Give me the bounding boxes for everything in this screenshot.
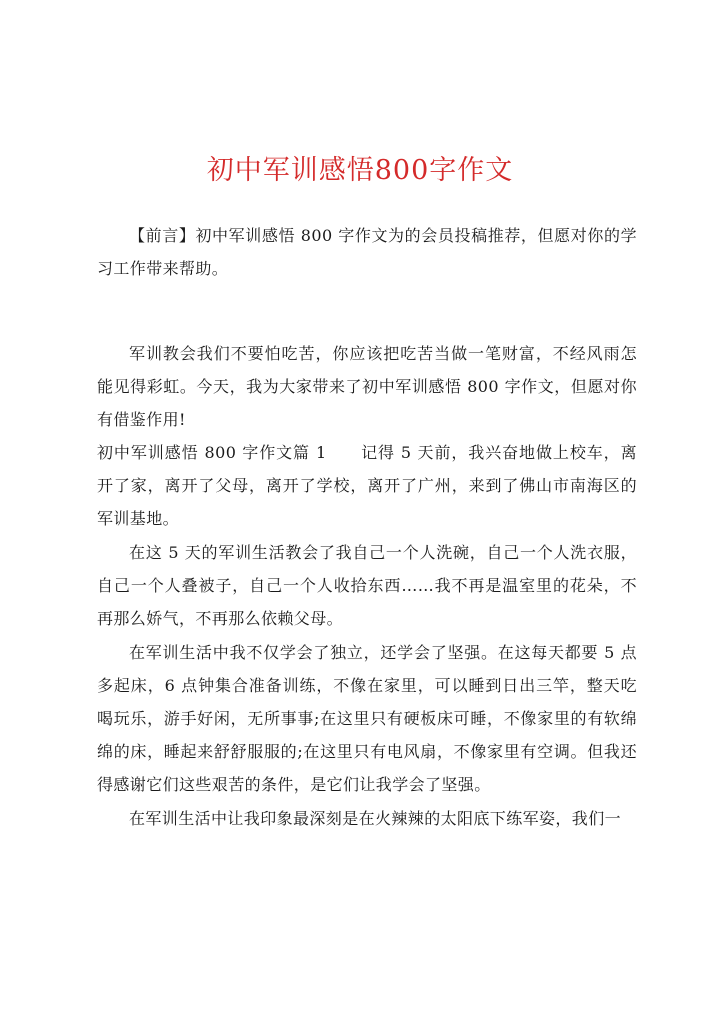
document-title: 初中军训感悟800字作文 — [206, 155, 514, 186]
body-paragraph: 在军训生活中让我印象最深刻是在火辣辣的太阳底下练军姿，我们一 — [129, 809, 622, 828]
body-paragraph: 在军训生活中我不仅学会了独立，还学会了坚强。在这每天都要 5 点多起床，6 点钟集合准备训练，不像在家里，可以睡到日出三竿，整天吃喝玩乐，游手好闲，无所事事;在这里只有硬板床可睡，不像家里的有软绵绵的床，睡起来舒舒服服的;在这里只有电风扇，不像家里有空调。但我还得感谢它们这些艰苦的条件，是它们让我学会了坚强。 — [97, 643, 637, 794]
document-body — [97, 219, 637, 835]
section-heading: 初中军训感悟 800 字作文篇 1 — [97, 443, 327, 462]
intro-paragraph: 军训教会我们不要怕吃苦，你应该把吃苦当做一笔财富，不经风雨怎能见得彩虹。今天，我为大家带来了初中军训感悟 800 字作文，但愿对你有借鉴作用! — [97, 344, 637, 429]
body-paragraph: 在这 5 天的军训生活教会了我自己一个人洗碗，自己一个人洗衣服，自己一个人叠被子，自己一个人收拾东西……我不再是温室里的花朵，不再那么娇气，不再那么依赖父母。 — [97, 543, 637, 628]
paragraph-gap — [97, 285, 637, 337]
section-paragraph — [97, 436, 637, 535]
section-first-text: 记得 5 天前，我兴奋地做上校车，离开了家，离开了父母，离开了学校，离开了广州，来到了佛山市南海区的军训基地。 — [97, 443, 637, 528]
preface-paragraph: 【前言】初中军训感悟 800 字作文为的会员投稿推荐，但愿对你的学习工作带来帮助。 — [97, 226, 637, 278]
